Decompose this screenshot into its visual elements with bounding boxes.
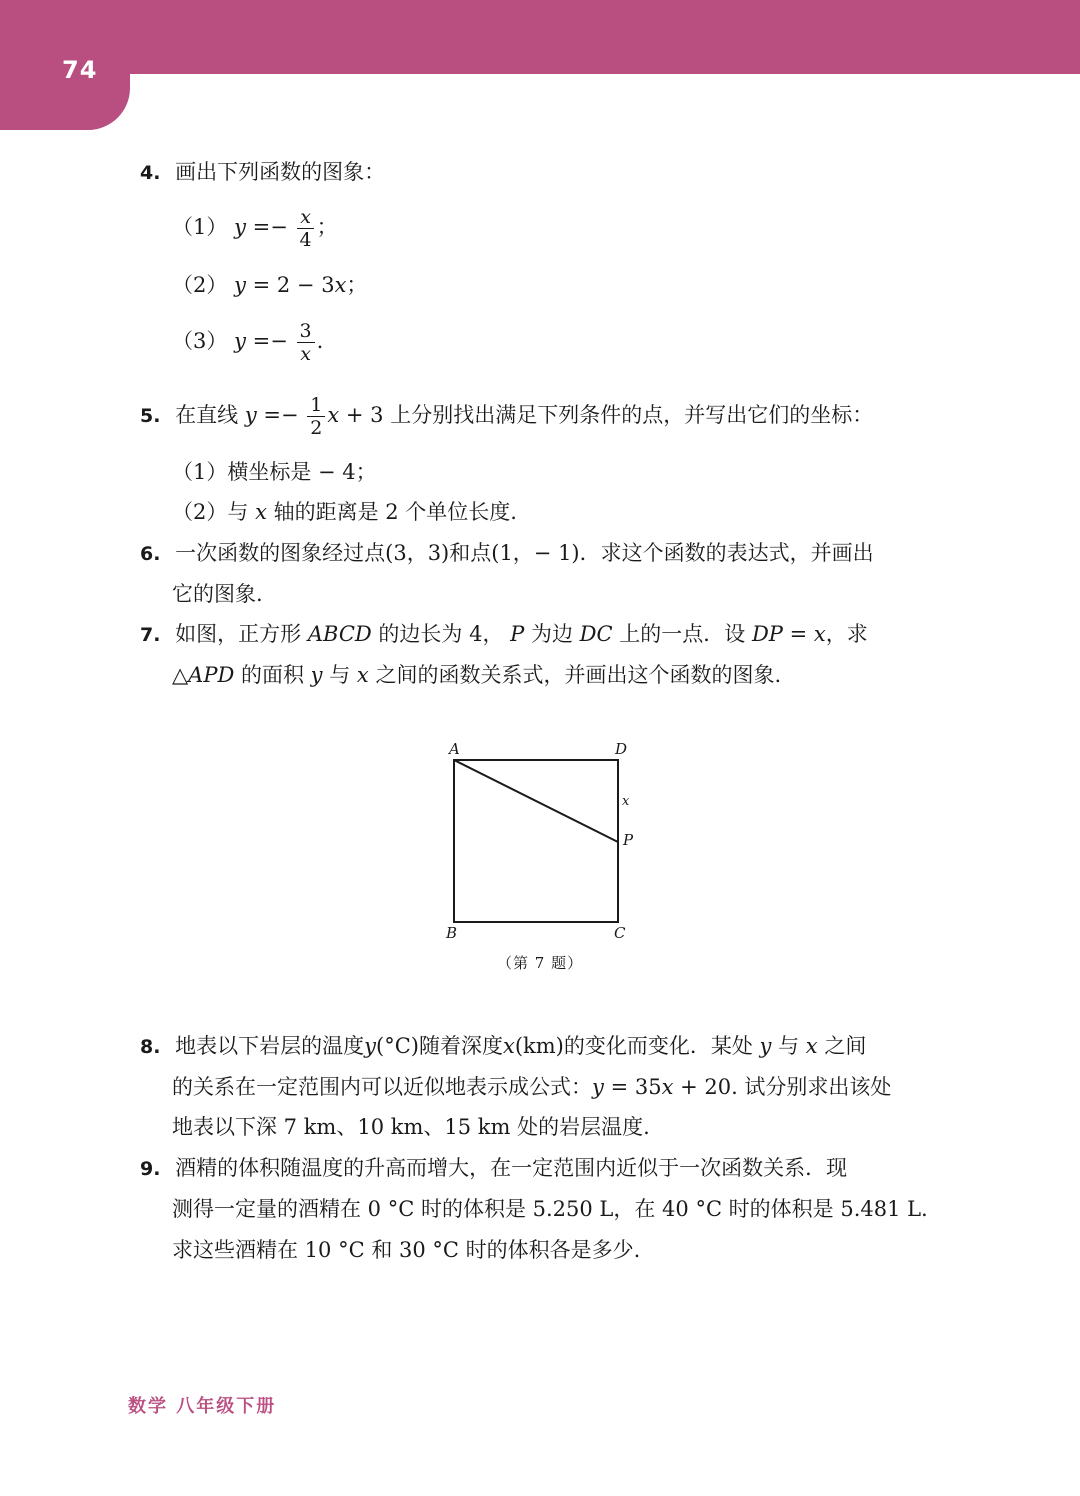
question-9-line-2: 测得一定量的酒精在 0 °C 时的体积是 5.250 L，在 40 °C 时的体积是 5.481 L． xyxy=(172,1197,943,1221)
square-abcd xyxy=(454,760,618,922)
var: x xyxy=(356,663,369,687)
text: 与 xyxy=(778,1034,800,1058)
var: y xyxy=(592,1075,604,1099)
var-x: x xyxy=(255,500,267,524)
var: P xyxy=(510,622,525,646)
question-7-line-2 xyxy=(172,661,781,689)
numerator: 3 xyxy=(297,320,315,343)
figure-caption: （第 7 题） xyxy=(497,954,584,972)
footer-book-title: 数学 八年级下册 xyxy=(128,1396,277,1417)
q4-part-2 xyxy=(172,271,367,299)
question-number: 6. xyxy=(140,543,161,565)
label-a: A xyxy=(449,740,460,758)
label-x: x xyxy=(622,794,630,809)
text: 的面积 xyxy=(240,663,304,687)
part-label: （3） xyxy=(172,329,228,353)
denominator: x xyxy=(300,343,311,365)
var: DP xyxy=(751,622,783,646)
var-x: x xyxy=(334,273,347,297)
text: 的边长为 4， xyxy=(378,622,504,646)
part-label: （1） xyxy=(172,215,228,239)
var: y xyxy=(310,663,323,687)
text: 之间 xyxy=(824,1034,867,1058)
question-6-line-2: 它的图象. xyxy=(172,582,263,606)
var-y: y xyxy=(234,329,246,353)
label-d: D xyxy=(615,740,628,758)
var: y xyxy=(759,1034,772,1058)
question-8-line-2 xyxy=(172,1073,891,1101)
numerator: 1 xyxy=(307,394,325,417)
fraction xyxy=(307,394,325,439)
question-7 xyxy=(140,620,868,649)
var: DC xyxy=(579,622,613,646)
var: x xyxy=(502,1034,515,1058)
equals-minus: =− xyxy=(263,403,299,427)
punct: ； xyxy=(346,273,368,297)
text: 地表以下岩层的温度 xyxy=(175,1034,365,1058)
text: （2）与 xyxy=(172,500,249,524)
q4-part-3 xyxy=(172,316,323,366)
question-6 xyxy=(140,539,874,568)
question-5 xyxy=(140,390,873,441)
var: x xyxy=(805,1034,818,1058)
text: = xyxy=(789,622,808,646)
punct: ； xyxy=(316,215,338,239)
punct: . xyxy=(316,329,324,353)
fraction xyxy=(297,320,315,365)
var-y: y xyxy=(234,273,246,297)
numerator: x xyxy=(297,206,314,229)
denominator: 4 xyxy=(299,229,312,251)
text: (km)的变化而变化．某处 xyxy=(514,1034,753,1058)
text: 上的一点．设 xyxy=(619,622,746,646)
question-9 xyxy=(140,1154,847,1183)
q5-part-1: （1）横坐标是 − 4； xyxy=(172,460,377,484)
expression: = 2 − 3 xyxy=(252,273,335,297)
text: 轴的距离是 2 个单位长度. xyxy=(273,500,517,524)
question-9-line-3: 求这些酒精在 10 °C 和 30 °C 时的体积各是多少. xyxy=(172,1238,641,1262)
var: x xyxy=(813,622,826,646)
text: + 3 上分别找出满足下列条件的点，并写出它们的坐标： xyxy=(345,403,874,427)
page-number: 74 xyxy=(62,56,98,84)
text: = 35 xyxy=(610,1075,662,1099)
question-4 xyxy=(140,158,385,187)
question-number: 5. xyxy=(140,405,161,427)
question-8-line-3: 地表以下深 7 km、10 km、15 km 处的岩层温度. xyxy=(172,1115,650,1139)
question-number: 7. xyxy=(140,624,161,646)
text: 如图，正方形 xyxy=(175,622,302,646)
denominator: 2 xyxy=(310,417,323,439)
question-number: 9. xyxy=(140,1158,161,1180)
question-text: 一次函数的图象经过点(3，3)和点(1，− 1)．求这个函数的表达式，并画出 xyxy=(175,541,874,565)
label-b: B xyxy=(446,924,458,942)
part-label: （2） xyxy=(172,273,228,297)
var-y: y xyxy=(244,403,257,427)
text: 在直线 xyxy=(175,403,239,427)
var: y xyxy=(364,1034,377,1058)
text: + 20. 试分别求出该处 xyxy=(680,1075,892,1099)
label-p: P xyxy=(623,831,634,849)
var: x xyxy=(661,1075,674,1099)
question-number: 8. xyxy=(140,1036,161,1058)
q5-part-2 xyxy=(172,498,517,526)
segment-ap xyxy=(454,760,618,842)
text: (°C)随着深度 xyxy=(376,1034,503,1058)
var-x: x xyxy=(327,403,340,427)
var: ABCD xyxy=(307,622,372,646)
question-number: 4. xyxy=(140,162,161,184)
text: 之间的函数关系式，并画出这个函数的图象. xyxy=(375,663,782,687)
text: △ xyxy=(172,663,189,687)
figure-square-abcd xyxy=(430,736,660,952)
header-band xyxy=(0,0,1080,74)
text: 与 xyxy=(329,663,351,687)
equals-minus: =− xyxy=(252,215,288,239)
label-c: C xyxy=(614,924,626,942)
var-y: y xyxy=(234,215,246,239)
var: APD xyxy=(188,663,235,687)
question-text: 画出下列函数的图象： xyxy=(175,160,386,184)
text: ，求 xyxy=(825,622,868,646)
text: 为边 xyxy=(530,622,573,646)
text: 的关系在一定范围内可以近似地表示成公式： xyxy=(172,1075,592,1099)
question-text: 酒精的体积随温度的升高而增大，在一定范围内近似于一次函数关系．现 xyxy=(175,1156,848,1180)
equals-minus: =− xyxy=(252,329,288,353)
fraction xyxy=(297,206,315,251)
q4-part-1 xyxy=(172,202,338,252)
question-8 xyxy=(140,1032,866,1061)
